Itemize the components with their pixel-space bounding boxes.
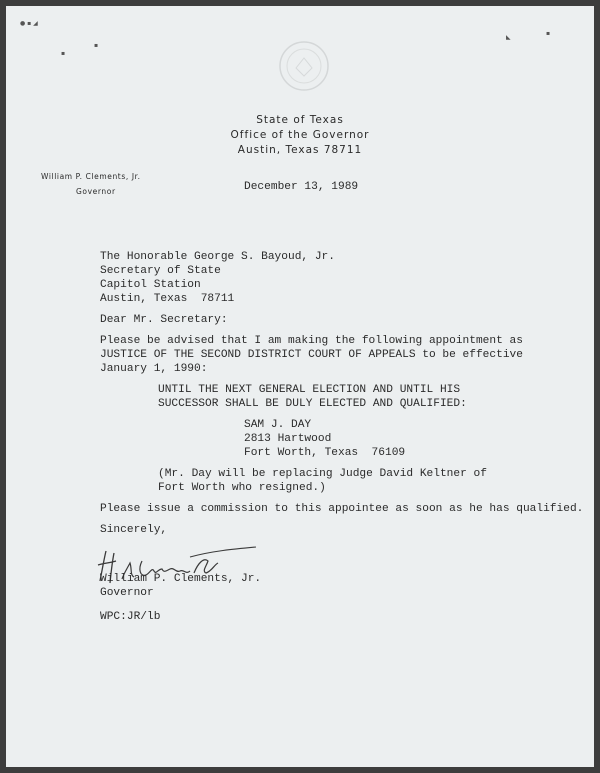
appointee-name: SAM J. DAY [244,419,312,431]
letterhead-address: Austin, Texas 78711 [237,144,363,156]
appointee-street: 2813 Hartwood [244,433,332,445]
scan-speck: ▪ [546,30,551,37]
note-line: Fort Worth who resigned.) [158,482,326,494]
scan-speck: ● ▪ ◢ [20,20,38,27]
appointee-city: Fort Worth, Texas 76109 [244,447,406,459]
body-line: Please be advised that I am making the following appointment as [100,335,523,347]
letter-date: December 13, 1989 [244,181,359,193]
signature-title: Governor [100,587,154,599]
closing: Sincerely, [100,524,168,536]
reference-initials: WPC:JR/lb [100,611,161,623]
term-line: SUCCESSOR SHALL BE DULY ELECTED AND QUALIFIED: [158,398,467,410]
scan-speck: ◣ [506,34,511,41]
body-line: January 1, 1990: [100,363,208,375]
recipient-city: Austin, Texas 78711 [100,293,235,305]
term-line: UNTIL THE NEXT GENERAL ELECTION AND UNTIL HIS [158,384,461,396]
letterhead-state: State of Texas [256,114,344,126]
salutation: Dear Mr. Secretary: [100,314,228,326]
embossed-seal-icon [274,36,334,96]
recipient-street: Capitol Station [100,279,201,291]
note-line: (Mr. Day will be replacing Judge David Keltner of [158,468,487,480]
recipient-name: The Honorable George S. Bayoud, Jr. [100,251,335,263]
request-line: Please issue a commission to this appointee as soon as he has qualified. [100,503,584,515]
signature-name: William P. Clements, Jr. [100,573,262,585]
governor-name: William P. Clements, Jr. [41,172,141,181]
scan-speck: ▪ [61,50,66,57]
body-line: JUSTICE OF THE SECOND DISTRICT COURT OF APPEALS to be effective [100,349,523,361]
recipient-title: Secretary of State [100,265,221,277]
scan-speck: ▪ [94,42,99,49]
letterhead-office: Office of the Governor [230,129,370,141]
letter-page [6,6,594,767]
governor-title: Governor [76,187,116,196]
